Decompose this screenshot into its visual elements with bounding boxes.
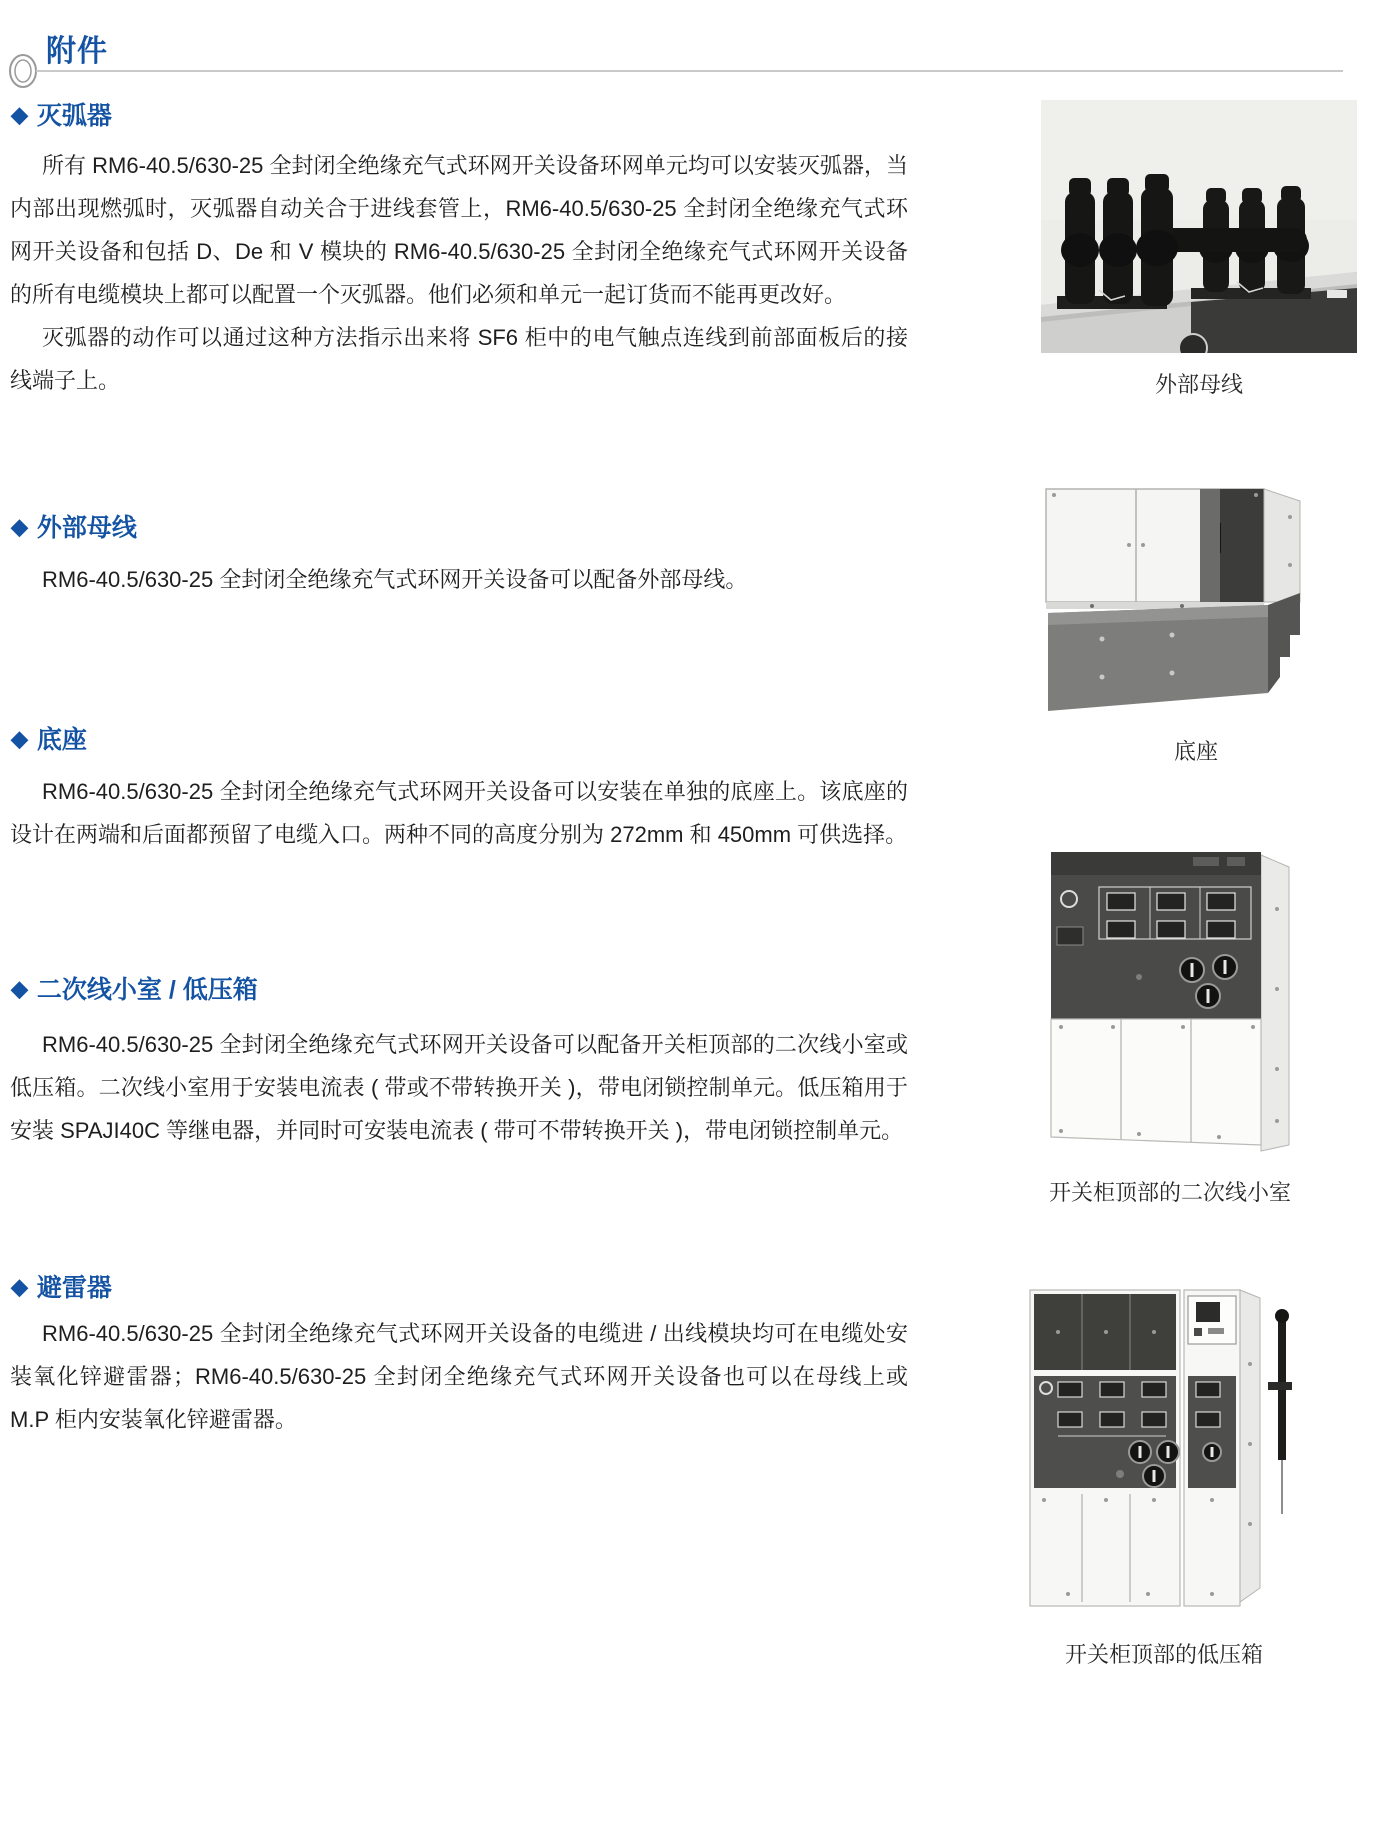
paragraph: RM6-40.5/630-25 全封闭全绝缘充气式环网开关设备的电缆进 / 出线模块均可在电缆处安装氧化锌避雷器；RM6-40.5/630-25 全封闭全绝缘充气式环网开关设备也可以在母线上或 M.P 柜内安装氧化锌避雷器。 (10, 1321, 908, 1432)
ring-icon (6, 52, 40, 95)
section-heading-arc-suppressor (11, 96, 112, 132)
diamond-icon: ◆ (11, 1274, 28, 1299)
page-title: 附件 (46, 35, 108, 68)
section-heading-external-busbar (11, 508, 137, 544)
figure-caption: 外部母线 (1154, 372, 1243, 397)
section-heading-label: 底座 (36, 726, 87, 754)
section-heading-label: 灭弧器 (36, 102, 112, 130)
low-voltage-box-photo (1028, 1284, 1300, 1614)
base-photo (1032, 425, 1360, 715)
figure-caption: 开关柜顶部的二次线小室 (1048, 1180, 1291, 1205)
section-heading-secondary-compartment (11, 970, 258, 1006)
section-heading-label: 二次线小室 / 低压箱 (36, 976, 258, 1004)
diamond-icon: ◆ (11, 102, 28, 127)
header-divider (36, 70, 1343, 72)
section-heading-label: 外部母线 (36, 514, 137, 542)
diamond-icon: ◆ (11, 514, 28, 539)
paragraph: 灭弧器的动作可以通过这种方法指示出来将 SF6 柜中的电气触点连线到前部面板后的接线端子上。 (10, 325, 908, 393)
figure-caption: 底座 (1173, 739, 1218, 764)
paragraph: RM6-40.5/630-25 全封闭全绝缘充气式环网开关设备可以安装在单独的底座上。该底座的设计在两端和后面都预留了电缆入口。两种不同的高度分别为 272mm 和 450mm 可供选择。 (10, 779, 908, 847)
section-body-secondary-compartment (10, 1023, 908, 1152)
section-body-arc-suppressor (10, 144, 908, 402)
secondary-compartment-photo (1043, 849, 1297, 1164)
paragraph: 所有 RM6-40.5/630-25 全封闭全绝缘充气式环网开关设备环网单元均可以安装灭弧器，当内部出现燃弧时，灭弧器自动关合于进线套管上，RM6-40.5/630-25 全封闭全绝缘充气式环网开关设备和包括 D、De 和 V 模块的 RM6-40.5/630-25 全封闭全绝缘充气式环网开关设备的所有电缆模块上都可以配置一个灭弧器。他们必须和单元一起订货而不能再更改好。 (10, 153, 908, 307)
section-heading-arrester (11, 1268, 112, 1304)
section-heading-base (11, 720, 87, 756)
section-body-external-busbar (10, 558, 908, 601)
paragraph: RM6-40.5/630-25 全封闭全绝缘充气式环网开关设备可以配备开关柜顶部的二次线小室或低压箱。二次线小室用于安装电流表 ( 带或不带转换开关 )，带电闭锁控制单元。低压箱用于安装 SPAJI40C 等继电器，并同时可安装电流表 ( 带可不带转换开关 )，带电闭锁控制单元。 (10, 1032, 908, 1143)
section-heading-label: 避雷器 (36, 1274, 112, 1302)
external-busbar-photo (1041, 100, 1357, 353)
diamond-icon: ◆ (11, 726, 28, 751)
paragraph: RM6-40.5/630-25 全封闭全绝缘充气式环网开关设备可以配备外部母线。 (42, 567, 748, 592)
diamond-icon: ◆ (11, 976, 28, 1001)
figure-caption: 开关柜顶部的低压箱 (1064, 1642, 1263, 1667)
section-body-arrester (10, 1312, 908, 1441)
section-body-base (10, 770, 908, 856)
